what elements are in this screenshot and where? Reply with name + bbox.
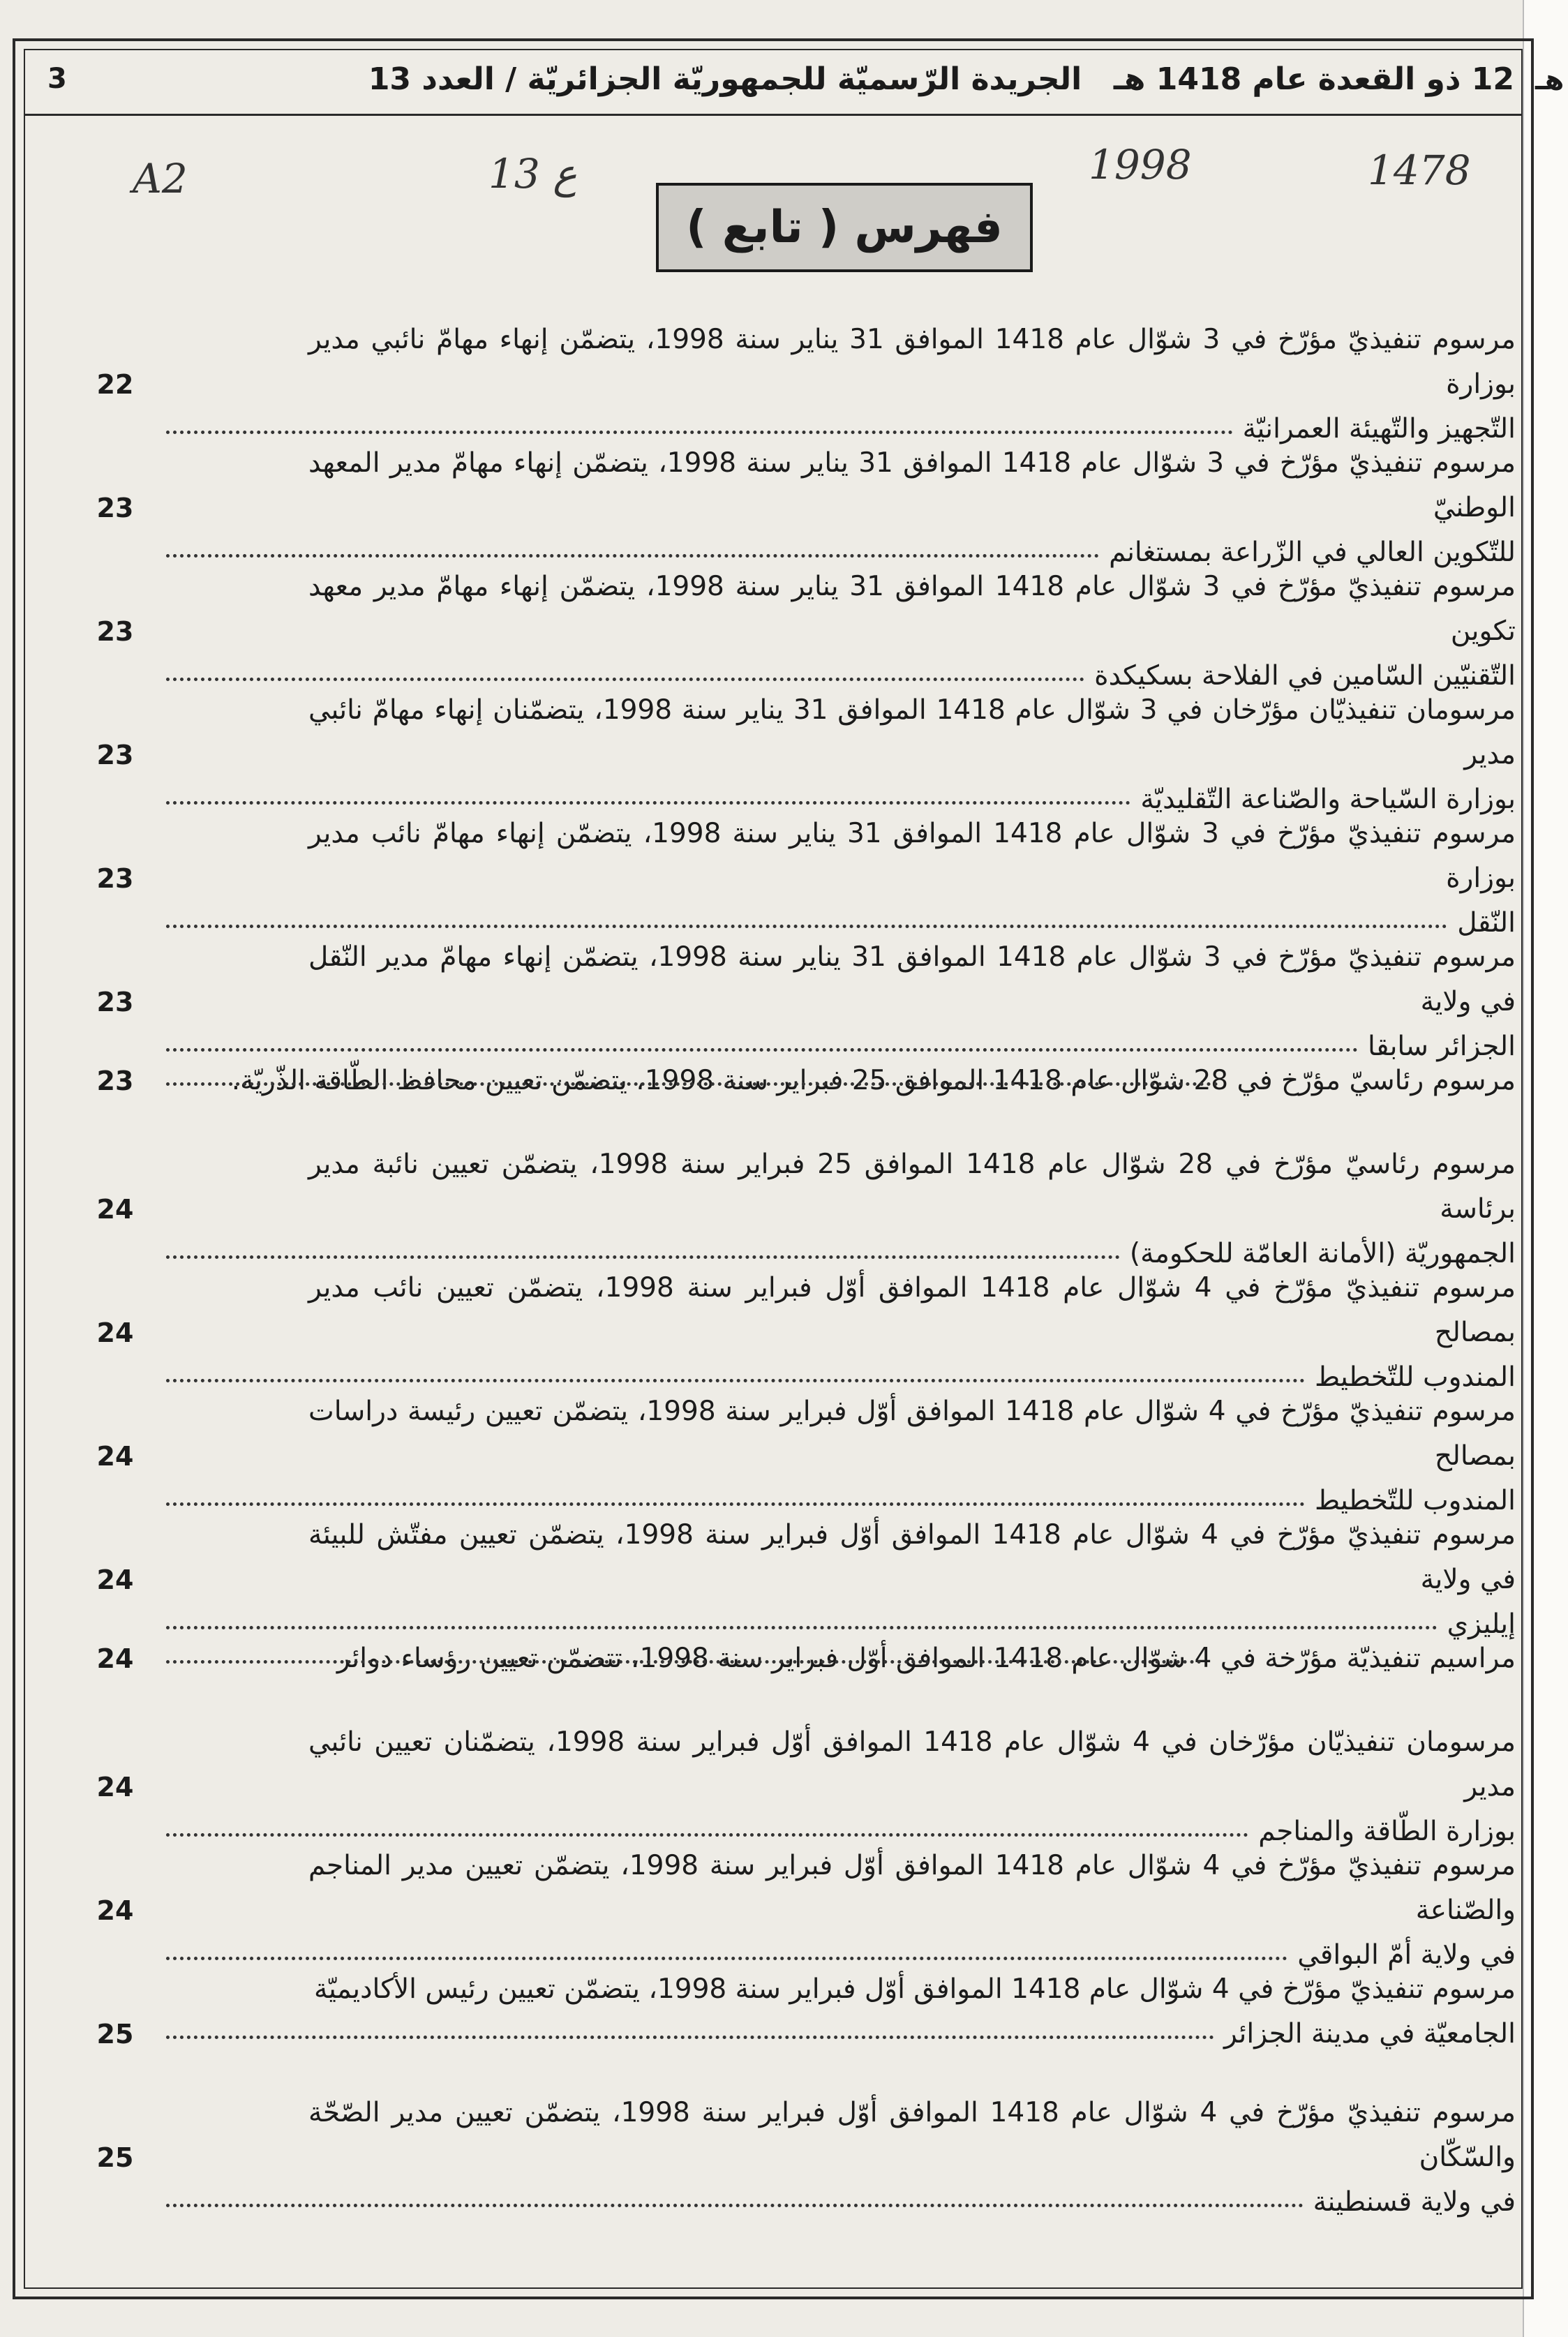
index-entry: [96, 1266, 1516, 1393]
entry-page-number: 24: [96, 1643, 134, 1674]
gazette-title: الجريدة الرّسميّة للجمهوريّة الجزائريّة / العدد 13: [368, 61, 1082, 97]
entry-text: مرسوم تنفيذيّ مؤرّخ في 4 شوّال عام 1418 الموافق أوّل فبراير سنة 1998، يتضمّن تعيين مفتّش للبيئة في ولاية إيليزي: [308, 1519, 1516, 1640]
index-entry: [96, 1059, 1516, 1142]
handwritten-annotation: A2: [133, 155, 188, 202]
entry-page-number: 24: [96, 1194, 134, 1225]
leader-dots: [166, 2204, 1304, 2207]
entry-text: مرسوم تنفيذيّ مؤرّخ في 3 شوّال عام 1418 الموافق 31 يناير سنة 1998، يتضمّن إنهاء مهامّ نائب مدير بوزارة النّقل: [308, 818, 1516, 939]
leader-dots: [166, 1048, 1358, 1052]
entry-text: مرسوم تنفيذيّ مؤرّخ في 4 شوّال عام 1418 الموافق أوّل فبراير سنة 1998، يتضمّن تعيين نائب مدير بمصالح المندوب للتّخطيط: [308, 1272, 1516, 1393]
index-entry: [96, 1967, 1516, 2091]
leader-dots: [166, 1502, 1305, 1506]
index-title: فهرس ( تابع ): [656, 183, 1033, 272]
entry-page-number: 23: [96, 863, 134, 894]
entry-page-number: 24: [96, 1895, 134, 1926]
index-entries: [96, 318, 1516, 2218]
entry-text: مرسوم تنفيذيّ مؤرّخ في 4 شوّال عام 1418 الموافق أوّل فبراير سنة 1998، يتضمّن تعيين رئيسة دراسات بمصالح المندوب للتّخطيط: [308, 1396, 1516, 1516]
entry-page-number: 23: [96, 616, 134, 647]
leader-dots: [166, 1660, 1202, 1664]
index-entry: [96, 812, 1516, 939]
index-entry: [96, 1389, 1516, 1516]
entry-text: مرسوم تنفيذيّ مؤرّخ في 3 شوّال عام 1418 الموافق 31 يناير سنة 1998، يتضمّن إنهاء مهامّ مدير النّقل في ولاية الجزائر سابقا: [308, 941, 1516, 1062]
entry-text: مرسوم تنفيذيّ مؤرّخ في 4 شوّال عام 1418 الموافق أوّل فبراير سنة 1998، يتضمّن تعيين مدير الصّحّة والسّكّان في ولاية قسنطينة: [308, 2097, 1516, 2218]
index-entry: [96, 935, 1516, 1062]
adjacent-page-fragment: هـ: [1535, 64, 1565, 96]
leader-dots: [166, 1082, 1218, 1086]
entry-page-number: 25: [96, 2019, 134, 2049]
index-entry: [96, 1513, 1516, 1640]
leader-dots: [166, 678, 1084, 681]
entry-text: مرسوم رئاسيّ مؤرّخ في 28 شوّال عام 1418 الموافق 25 فبراير سنة 1998، يتضمّن تعيين محافظ الطّاقة الذّريّة.: [231, 1065, 1516, 1096]
entry-text: مرسوم تنفيذيّ مؤرّخ في 3 شوّال عام 1418 الموافق 31 يناير سنة 1998، يتضمّن إنهاء مهامّ نائبي مدير بوزارة التّجهيز والتّهيئة العمرانيّة: [308, 324, 1516, 445]
entry-page-number: 23: [96, 493, 134, 523]
entry-page-number: 23: [96, 740, 134, 770]
entry-page-number: 24: [96, 1565, 134, 1595]
entry-text: مراسيم تنفيذيّة مؤرّخة في 4 شوّال عام 1418 الموافق أوّل فبراير سنة 1998، تتضمّن تعيين رؤساء دوائر: [336, 1643, 1516, 1674]
entry-page-number: 24: [96, 1317, 134, 1348]
entry-page-number: 23: [96, 987, 134, 1017]
issue-date: 12 ذو القعدة عام 1418 هـ: [1113, 61, 1514, 97]
leader-dots: [166, 1379, 1305, 1382]
entry-page-number: 24: [96, 1441, 134, 1472]
page-header: [24, 49, 1523, 116]
entry-text: مرسوم تنفيذيّ مؤرّخ في 4 شوّال عام 1418 الموافق أوّل فبراير سنة 1998، يتضمّن تعيين رئيس الأكاديميّة الجامعيّة في مدينة الجزائر: [314, 1973, 1516, 2049]
entry-page-number: 24: [96, 1772, 134, 1802]
entry-text: مرسوم تنفيذيّ مؤرّخ في 3 شوّال عام 1418 الموافق 31 يناير سنة 1998، يتضمّن إنهاء مهامّ مدير معهد تكوين التّقنيّين السّامين في الفلاحة بسكيكدة: [308, 571, 1516, 692]
entry-text: مرسومان تنفيذيّان مؤرّخان في 3 شوّال عام 1418 الموافق 31 يناير سنة 1998، يتضمّنان إنهاء مهامّ نائبي مدير بوزارة السّياحة والصّناعة التّقليديّة: [308, 694, 1516, 815]
entry-page-number: 23: [96, 1066, 134, 1096]
entry-text: مرسوم تنفيذيّ مؤرّخ في 4 شوّال عام 1418 الموافق أوّل فبراير سنة 1998، يتضمّن تعيين مدير المناجم والصّناعة في ولاية أمّ البواقي: [308, 1850, 1516, 1971]
leader-dots: [166, 801, 1130, 805]
index-entry: [96, 1844, 1516, 1971]
handwritten-annotation: 1478: [1368, 147, 1471, 194]
page-number: 3: [47, 63, 67, 95]
index-entry: [96, 318, 1516, 445]
entry-page-number: 25: [96, 2142, 134, 2173]
index-entry: [96, 2091, 1516, 2218]
leader-dots: [166, 431, 1233, 434]
leader-dots: [166, 1957, 1287, 1960]
leader-dots: [166, 2036, 1214, 2039]
index-entry: [96, 688, 1516, 815]
entry-text: مرسوم رئاسيّ مؤرّخ في 28 شوّال عام 1418 الموافق 25 فبراير سنة 1998، يتضمّن تعيين نائبة مدير برئاسة الجمهوريّة (الأمانة العامّة للحكومة): [308, 1149, 1516, 1269]
handwritten-annotation: 13 ع: [488, 150, 577, 197]
index-entry: [96, 565, 1516, 692]
leader-dots: [166, 1255, 1120, 1259]
index-entry: [96, 1142, 1516, 1269]
entry-page-number: 22: [96, 369, 134, 400]
handwritten-annotation: 1998: [1089, 141, 1192, 188]
leader-dots: [166, 554, 1099, 558]
index-entry: [96, 1636, 1516, 1720]
entry-text: مرسومان تنفيذيّان مؤرّخان في 4 شوّال عام 1418 الموافق أوّل فبراير سنة 1998، يتضمّنان تعيين نائبي مدير بوزارة الطّاقة والمناجم: [308, 1726, 1516, 1847]
leader-dots: [166, 1833, 1248, 1837]
index-entry: [96, 1720, 1516, 1847]
entry-text: مرسوم تنفيذيّ مؤرّخ في 3 شوّال عام 1418 الموافق 31 يناير سنة 1998، يتضمّن إنهاء مهامّ مدير المعهد الوطنيّ للتّكوين العالي في الزّراعة بمستغانم: [308, 447, 1516, 568]
leader-dots: [166, 1626, 1438, 1629]
index-entry: [96, 441, 1516, 568]
leader-dots: [166, 925, 1447, 928]
